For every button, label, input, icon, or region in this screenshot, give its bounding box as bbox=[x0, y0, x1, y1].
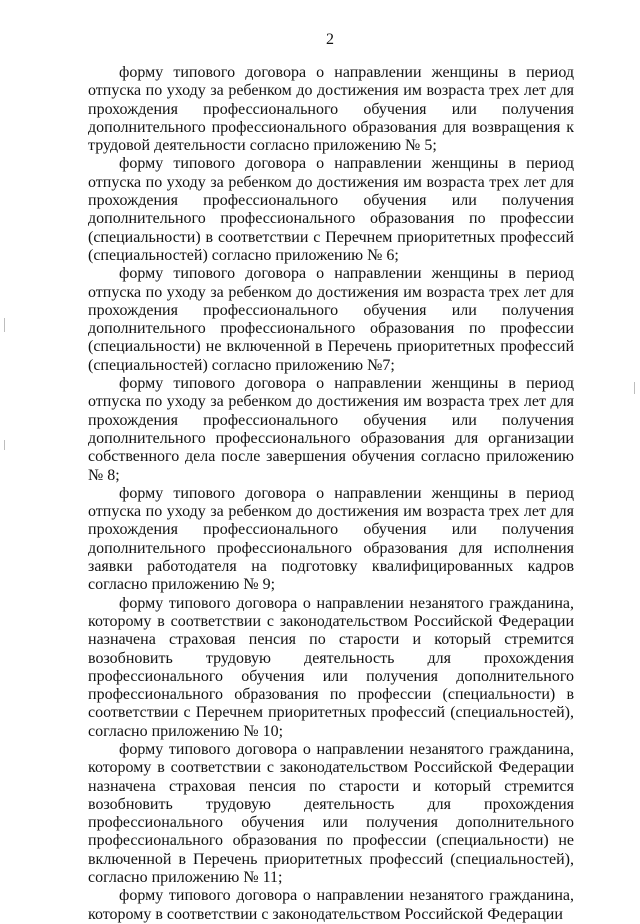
paragraph-appendix-7: форму типового договора о направлении женщины в период отпуска по уходу за ребенком до достижения им возраста трех лет для прохождения профессионального обучения или получения дополнительного профессионального образования по профессии (специальности) не включенной в Перечень приоритетных профессий (специальностей) согласно приложению №7; bbox=[88, 265, 574, 374]
paragraph-continued: форму типового договора о направлении незанятого гражданина, которому в соответствии с законодательством Российской Федерации bbox=[88, 887, 574, 923]
paragraph-appendix-8: форму типового договора о направлении женщины в период отпуска по уходу за ребенком до достижения им возраста трех лет для прохождения профессионального обучения или получения дополнительного профессионального образования для организации собственного дела после завершения обучения согласно приложению № 8; bbox=[88, 375, 574, 484]
paragraph-appendix-6: форму типового договора о направлении женщины в период отпуска по уходу за ребенком до достижения им возраста трех лет для прохождения профессионального обучения или получения дополнительного профессионального образования по профессии (специальности) в соответствии с Перечнем приоритетных профессий (специальностей) согласно приложению № 6; bbox=[88, 155, 574, 264]
paragraph-appendix-11: форму типового договора о направлении незанятого гражданина, которому в соответствии с законодательством Российской Федерации назначена страховая пенсия по старости и который стремится возобновить трудовую деятельность для прохождения профессионального обучения или получения дополнительного профессионального образования по профессии (специальности) не включенной в Перечень приоритетных профессий (специальностей), согласно приложению № 11; bbox=[88, 740, 574, 887]
paragraph-appendix-9: форму типового договора о направлении женщины в период отпуска по уходу за ребенком до достижения им возраста трех лет для прохождения профессионального обучения или получения дополнительного профессионального образования для исполнения заявки работодателя на подготовку квалифицированных кадров согласно приложению № 9; bbox=[88, 484, 574, 594]
paragraph-appendix-10: форму типового договора о направлении незанятого гражданина, которому в соответствии с законодательством Российской Федерации назначена страховая пенсия по старости и который стремится возобновить трудовую деятельность для прохождения профессионального обучения или получения дополнительного профессионального образования по профессии (специальности) в соответствии с Перечнем приоритетных профессий (специальностей), согласно приложению № 10; bbox=[88, 594, 574, 740]
document-body bbox=[88, 64, 574, 924]
page-number: 2 bbox=[326, 31, 334, 48]
scan-edge-mark bbox=[4, 318, 5, 332]
paragraph-appendix-5: форму типового договора о направлении женщины в период отпуска по уходу за ребенком до достижения им возраста трех лет для прохождения профессионального обучения или получения дополнительного профессионального образования для возвращения к трудовой деятельности согласно приложению № 5; bbox=[88, 64, 574, 155]
scan-edge-mark bbox=[4, 440, 5, 450]
scan-edge-mark bbox=[634, 382, 635, 394]
